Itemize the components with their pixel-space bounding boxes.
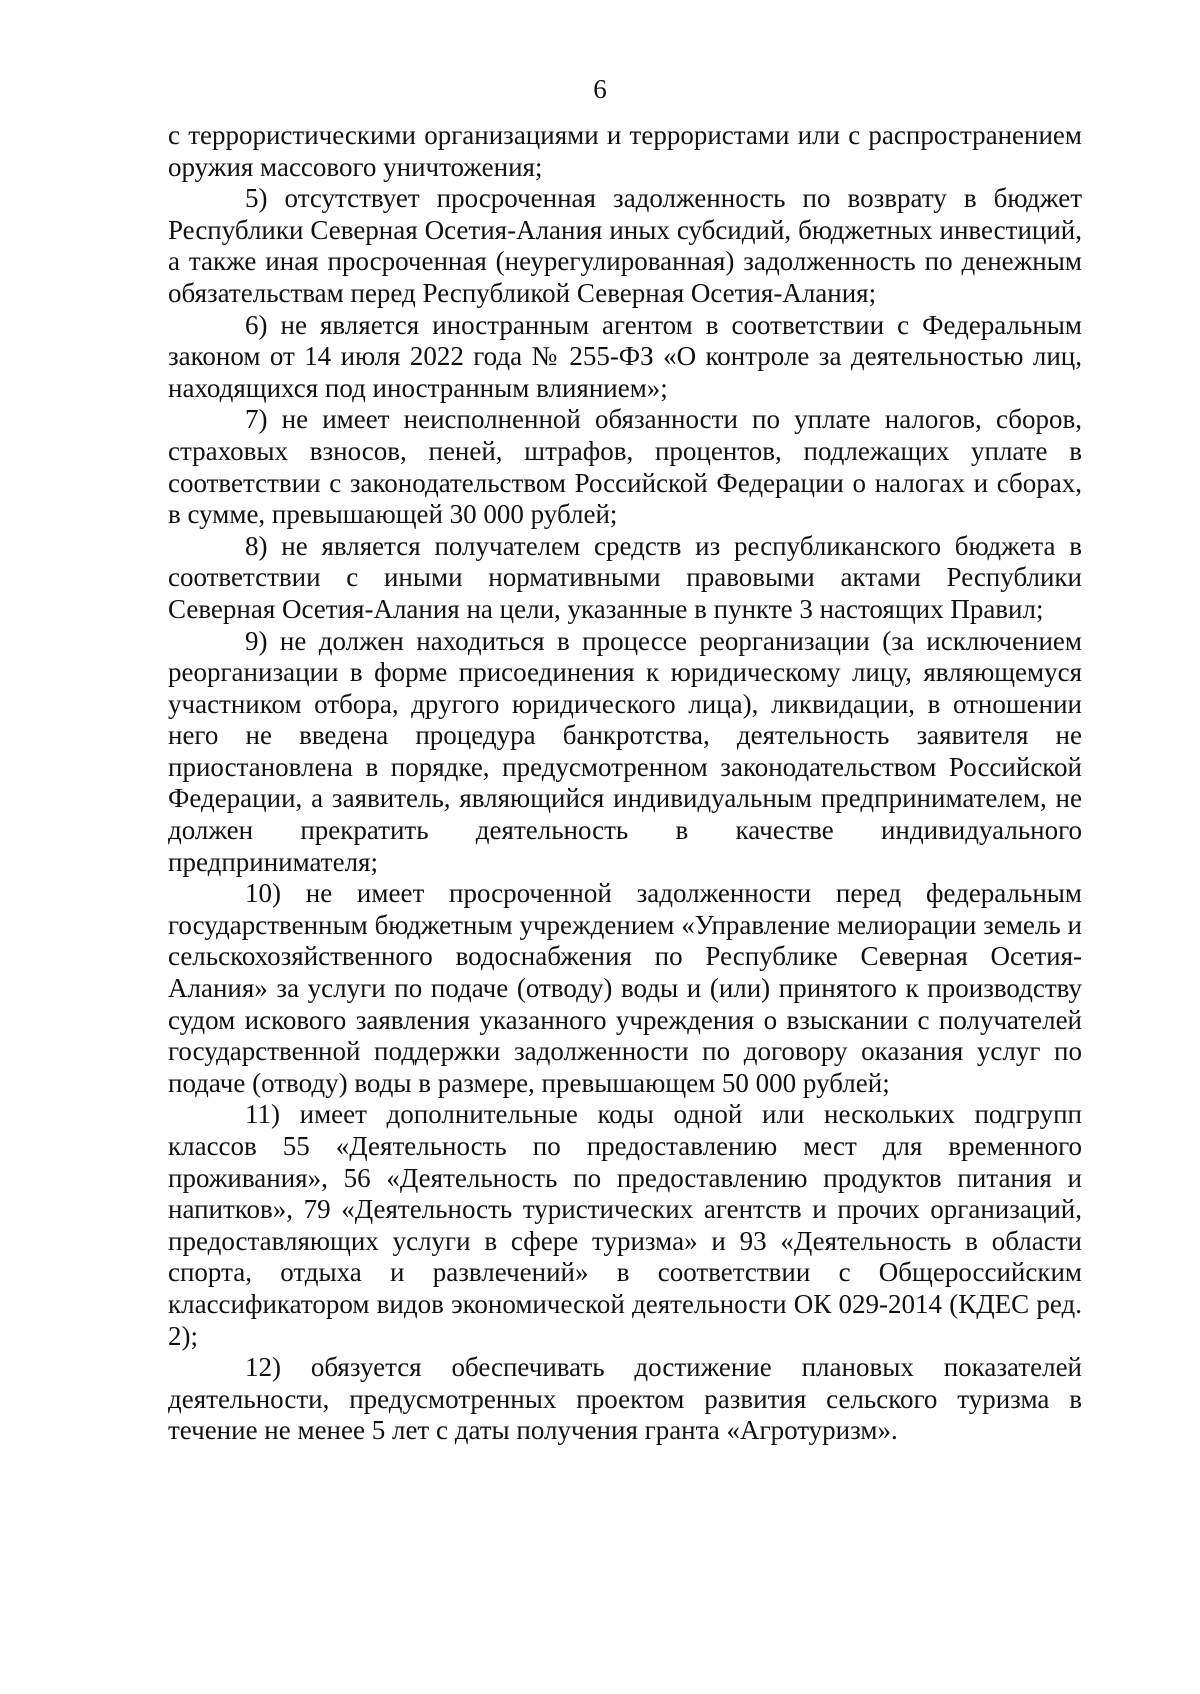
paragraph-item-6: 6) не является иностранным агентом в соответствии с Федеральным законом от 14 июля 2022 года № 255-ФЗ «О контроле за деятельностью лиц, находящихся под иностранным влиянием»;: [168, 309, 1082, 403]
paragraph-item-8: 8) не является получателем средств из республиканского бюджета в соответствии с иными нормативными правовыми актами Республики Северная Осетия-Алания на цели, указанные в пункте 3 настоящих Правил;: [168, 530, 1082, 624]
paragraph-item-10: 10) не имеет просроченной задолженности перед федеральным государственным бюджетным учреждением «Управление мелиорации земель и сельскохозяйственного водоснабжения по Республике Северная Осетия-Алания» за услуги по подаче (отводу) воды и (или) принятого к производству судом искового заявления указанного учреждения о взыскании с получателей государственной поддержки задолженности по договору оказания услуг по подаче (отводу) воды в размере, превышающем 50 000 рублей;: [168, 878, 1082, 1098]
paragraph-item-11: 11) имеет дополнительные коды одной или нескольких подгрупп классов 55 «Деятельность по предоставлению мест для временного проживания», 56 «Деятельность по предоставлению продуктов питания и напитков», 79 «Деятельность туристических агентств и прочих организаций, предоставляющих услуги в сфере туризма» и 93 «Деятельность в области спорта, отдыха и развлечений» в соответствии с Общероссийским классификатором видов экономической деятельности ОК 029-2014 (КДЕС ред. 2);: [168, 1099, 1082, 1351]
page-number: 6: [593, 74, 607, 104]
paragraph-item-9: 9) не должен находиться в процессе реорганизации (за исключением реорганизации в форме присоединения к юридическому лицу, являющемуся участником отбора, другого юридического лица), ликвидации, в отношении него не введена процедура банкротства, деятельность заявителя не приостановлена в порядке, предусмотренном законодательством Российской Федерации, а заявитель, являющийся индивидуальным предпринимателем, не должен прекратить деятельность в качестве индивидуального предпринимателя;: [168, 625, 1082, 877]
paragraph-continuation: с террористическими организациями и террористами или с распространением оружия массового уничтожения;: [168, 120, 1082, 182]
paragraph-item-12: 12) обязуется обеспечивать достижение плановых показателей деятельности, предусмотренных проектом развития сельского туризма в течение не менее 5 лет с даты получения гранта «Агротуризм».: [168, 1352, 1082, 1446]
paragraph-item-7: 7) не имеет неисполненной обязанности по уплате налогов, сборов, страховых взносов, пеней, штрафов, процентов, подлежащих уплате в соответствии с законодательством Российской Федерации о налогах и сборах, в сумме, превышающей 30 000 рублей;: [168, 404, 1082, 530]
document-body: [168, 120, 1082, 1447]
paragraph-item-5: 5) отсутствует просроченная задолженность по возврату в бюджет Республики Северная Осетия-Алания иных субсидий, бюджетных инвестиций, а также иная просроченная (неурегулированная) задолженность по денежным обязательствам перед Республикой Северная Осетия-Алания;: [168, 183, 1082, 308]
